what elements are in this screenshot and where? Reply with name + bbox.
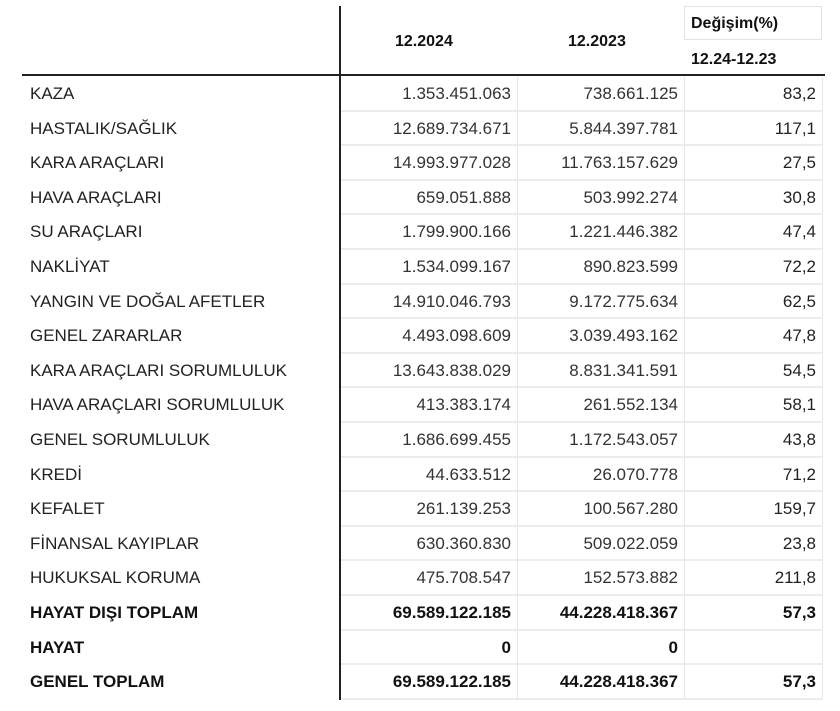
- row-label: HAVA ARAÇLARI SORUMLULUK: [30, 395, 285, 415]
- value-2024: 475.708.547: [341, 561, 518, 596]
- value-2024: 69.589.122.185: [341, 596, 518, 631]
- value-2023: 3.039.493.162: [518, 319, 685, 354]
- value-2024: 12.689.734.671: [341, 112, 518, 147]
- row-label: NAKLİYAT: [30, 256, 110, 276]
- value-2023: 738.661.125: [518, 77, 685, 112]
- value-change: 47,8: [685, 319, 823, 354]
- table-row: [22, 250, 825, 285]
- value-2024: 0: [341, 631, 518, 666]
- value-change: 62,5: [685, 285, 823, 320]
- value-2024: 261.139.253: [341, 492, 518, 527]
- value-2023: 1.221.446.382: [518, 215, 685, 250]
- value-change: 117,1: [685, 112, 823, 147]
- row-label: KARA ARAÇLARI SORUMLULUK: [30, 360, 287, 380]
- value-2023: 0: [518, 631, 685, 666]
- value-2024: 14.910.046.793: [341, 285, 518, 320]
- value-change: 72,2: [685, 250, 823, 285]
- row-label: SU ARAÇLARI: [30, 222, 143, 242]
- value-change: 71,2: [685, 458, 823, 493]
- value-2024: 14.993.977.028: [341, 146, 518, 181]
- row-label: GENEL SORUMLULUK: [30, 429, 210, 449]
- value-2023: 44.228.418.367: [518, 665, 685, 700]
- table-row: [22, 631, 825, 666]
- table-row: [22, 423, 825, 458]
- value-2023: 152.573.882: [518, 561, 685, 596]
- table-row: [22, 665, 825, 700]
- value-2023: 9.172.775.634: [518, 285, 685, 320]
- table-row: [22, 215, 825, 250]
- value-2023: 261.552.134: [518, 388, 685, 423]
- value-change: 57,3: [685, 665, 823, 700]
- value-change: [685, 631, 823, 666]
- value-2023: 509.022.059: [518, 527, 685, 562]
- value-change: 47,4: [685, 215, 823, 250]
- value-change: 54,5: [685, 354, 823, 389]
- value-2024: 630.360.830: [341, 527, 518, 562]
- row-label: HAYAT DIŞI TOPLAM: [30, 602, 199, 622]
- value-change: 159,7: [685, 492, 823, 527]
- value-2023: 100.567.280: [518, 492, 685, 527]
- value-2024: 44.633.512: [341, 458, 518, 493]
- value-2024: 1.353.451.063: [341, 77, 518, 112]
- value-change: 43,8: [685, 423, 823, 458]
- value-change: 58,1: [685, 388, 823, 423]
- value-2023: 1.172.543.057: [518, 423, 685, 458]
- value-2023: 44.228.418.367: [518, 596, 685, 631]
- table-row: [22, 596, 825, 631]
- row-label: KREDİ: [30, 464, 82, 484]
- row-label: YANGIN VE DOĞAL AFETLER: [30, 291, 266, 311]
- row-label: GENEL TOPLAM: [30, 672, 165, 692]
- value-change: 83,2: [685, 77, 823, 112]
- table-row: [22, 181, 825, 216]
- value-2024: 69.589.122.185: [341, 665, 518, 700]
- row-label: HAVA ARAÇLARI: [30, 187, 162, 207]
- value-2024: 13.643.838.029: [341, 354, 518, 389]
- value-change: 30,8: [685, 181, 823, 216]
- value-2024: 1.799.900.166: [341, 215, 518, 250]
- row-label: KAZA: [30, 84, 75, 103]
- table-row: [22, 388, 825, 423]
- value-2023: 26.070.778: [518, 458, 685, 493]
- value-2023: 5.844.397.781: [518, 112, 685, 147]
- value-2024: 4.493.098.609: [341, 319, 518, 354]
- header-change-period: 12.24-12.23: [691, 51, 777, 68]
- header-2024: 12.2024: [395, 33, 453, 50]
- table-row: [22, 458, 825, 493]
- row-label: GENEL ZARARLAR: [30, 326, 183, 346]
- row-label: HASTALIK/SAĞLIK: [30, 118, 178, 138]
- table-row: [22, 285, 825, 320]
- table-row: [22, 112, 825, 147]
- value-change: 57,3: [685, 596, 823, 631]
- table-body: [22, 77, 825, 700]
- table-row: [22, 77, 825, 112]
- value-change: 27,5: [685, 146, 823, 181]
- value-2023: 11.763.157.629: [518, 146, 685, 181]
- table-row: [22, 527, 825, 562]
- table-row: [22, 319, 825, 354]
- row-label: HAYAT: [30, 637, 85, 657]
- value-2024: 1.534.099.167: [341, 250, 518, 285]
- table-row: [22, 354, 825, 389]
- value-2023: 890.823.599: [518, 250, 685, 285]
- row-label: KEFALET: [30, 499, 105, 519]
- value-change: 23,8: [685, 527, 823, 562]
- row-label: FİNANSAL KAYIPLAR: [30, 533, 200, 553]
- table-row: [22, 146, 825, 181]
- table-row: [22, 492, 825, 527]
- row-label: KARA ARAÇLARI: [30, 153, 165, 173]
- value-2023: 8.831.341.591: [518, 354, 685, 389]
- value-2024: 413.383.174: [341, 388, 518, 423]
- header-2023: 12.2023: [568, 33, 626, 50]
- value-2024: 1.686.699.455: [341, 423, 518, 458]
- header-divider: [22, 74, 825, 76]
- header-change: Değişim(%): [691, 15, 779, 32]
- value-2024: 659.051.888: [341, 181, 518, 216]
- table-row: [22, 561, 825, 596]
- row-label: HUKUKSAL KORUMA: [30, 568, 201, 588]
- value-2023: 503.992.274: [518, 181, 685, 216]
- value-change: 211,8: [685, 561, 823, 596]
